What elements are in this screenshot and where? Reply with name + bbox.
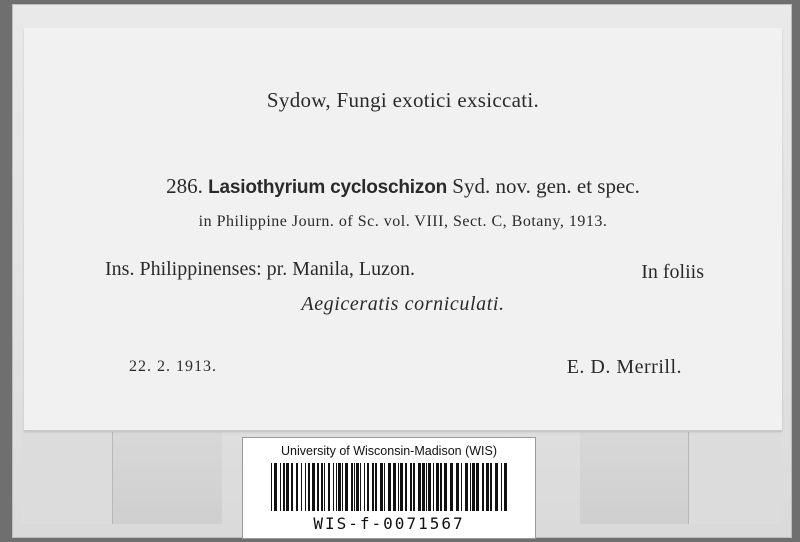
collection-date: 22. 2. 1913. [129, 358, 217, 375]
barcode-icon [271, 463, 507, 511]
exsiccata-number: 286. [166, 174, 203, 198]
host-name: Aegiceratis corniculati. [301, 293, 505, 315]
substrate: In foliis [641, 261, 704, 283]
species-line [24, 174, 782, 199]
barcode-label [242, 437, 536, 539]
specimen-label [24, 28, 782, 430]
taxon-authority: Syd. nov. gen. et spec. [452, 174, 640, 198]
packet-fold-left [22, 432, 113, 524]
locality: Ins. Philippinenses: pr. Manila, Luzon. [105, 258, 415, 280]
packet-fold-right [688, 432, 781, 524]
catalog-number: WIS-f-0071567 [313, 514, 465, 533]
publication-reference: in Philippine Journ. of Sc. vol. VIII, Sect. C, Botany, 1913. [198, 213, 608, 230]
institution-name: University of Wisconsin-Madison (WIS) [280, 444, 497, 458]
series-title: Sydow, Fungi exotici exsiccati. [266, 88, 540, 112]
taxon-name: Lasiothyrium cycloschizon [208, 177, 448, 198]
collector: E. D. Merrill. [566, 356, 682, 378]
